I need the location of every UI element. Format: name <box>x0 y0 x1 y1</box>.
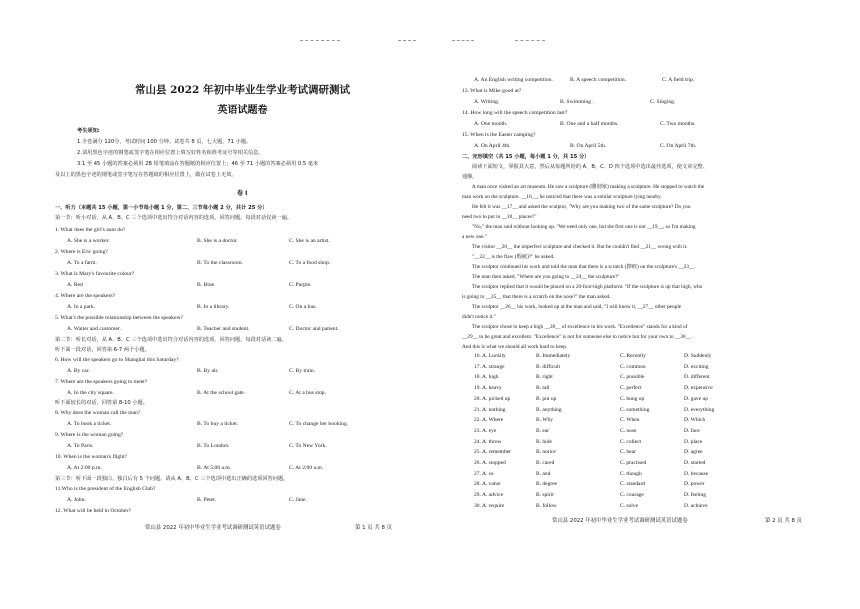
cloze-option-d: D. everything <box>684 406 715 413</box>
option-c: C. A field trip. <box>662 77 695 83</box>
exam-page-1 <box>55 0 430 609</box>
cloze-option-d: D. because <box>684 470 709 477</box>
question-9: 9. Where is the woman going? <box>55 432 124 438</box>
option-a: A. In the city square. <box>67 390 114 396</box>
option-a: A. She is a worker. <box>67 238 110 244</box>
passage-line: didn't notice it." <box>462 314 496 320</box>
passage-line: The man then asked, "Where are you going to __24__ the sculpture?" <box>472 274 620 280</box>
option-b: B. To the classroom. <box>197 260 243 266</box>
option-b: B. At the school gate. <box>197 390 246 396</box>
option-b: B. She is a doctor. <box>197 238 238 244</box>
option-c: C. On April 7th. <box>660 143 697 149</box>
option-c: C. On a bus. <box>289 304 317 310</box>
cloze-option-c: C. though <box>620 470 642 477</box>
option-b: B. One and a half months. <box>560 121 619 127</box>
exam-page-2 <box>462 0 847 609</box>
option-c: C. At a bus stop. <box>289 390 326 396</box>
passage-line: "No," the man said without looking up. "We need only one, but the first one is not __19__, so I'm making <box>472 224 696 230</box>
cloze-option-a: 23. A. eye <box>474 427 497 434</box>
section2-instructions: 通顺。 <box>462 174 478 180</box>
cloze-option-c: C. Recently <box>620 353 646 359</box>
cloze-option-b: B. Immediately <box>536 353 571 359</box>
page-footer-title: 常山县 2022 年初中毕业生学业考试调研测试英语试题卷 <box>552 518 688 524</box>
notice-line: 3.1 至 45 小题的答案必须用 2B 铅笔填涂在答题纸的相应位置上；46 至 71 小题的答案必须用 0.5 毫米 <box>77 161 319 167</box>
option-b: B. By air. <box>197 368 219 374</box>
passage-line: a new one." <box>462 234 487 240</box>
cloze-option-b: B. right <box>536 374 553 381</box>
question-4: 4. Where are the speakers? <box>55 293 115 299</box>
option-a: A. In a park. <box>67 304 96 310</box>
cloze-option-c: C. courage <box>620 492 644 499</box>
option-c: C. To change her booking. <box>289 421 349 427</box>
cloze-option-a: 30. A. require <box>474 502 505 509</box>
option-b: B. Swimming . <box>560 99 594 105</box>
question-10: 10. When is the woman's flight? <box>55 454 128 460</box>
section1-part2-sub1: 听下面一段对话，回答第 6-7 两个小题。 <box>55 347 150 353</box>
question-8: 8. Why does the woman call the man? <box>55 410 141 416</box>
cloze-option-b: B. and <box>536 470 551 477</box>
option-c: C. Purple. <box>289 282 312 288</box>
cloze-option-c: C. something <box>620 406 650 413</box>
question-3: 3. What is Mary's favourite colour? <box>55 271 135 277</box>
option-a: A. At 2:00 p.m. <box>67 465 102 471</box>
passage-line: The sculptor chose to keep a high __28__ of excellence in his work. "Excellence" stands for a kind of <box>472 324 688 330</box>
option-a: A. By car. <box>67 368 90 374</box>
section2-heading: 二、完形填空（共 15 小题，每小题 1 分，共 15 分） <box>462 154 590 160</box>
cloze-option-b: B. ear <box>536 427 550 434</box>
section1-part2-instructions: 第二节：听长对话，从 A、B、C 三个选项中选出符合对话内容的选项，回答问题。每段对话读二遍。 <box>55 337 287 343</box>
option-a: A. Waiter and customer. <box>67 326 121 332</box>
option-a: A. One month. <box>474 121 508 127</box>
cloze-option-d: D. Which <box>684 417 706 424</box>
option-a: A. To book a ticket. <box>67 421 112 427</box>
passage-line: "__22__ is the flaw (瑕疵)?" he asked. <box>472 254 555 260</box>
option-b: B. A speech competition. <box>570 77 627 83</box>
cloze-option-d: D. exciting <box>684 363 709 370</box>
cloze-option-b: B. hide <box>536 438 552 445</box>
cloze-option-d: D. agree <box>684 449 703 456</box>
cloze-option-c: C. solve <box>620 502 639 509</box>
notice-line: 1.全卷满分 120分，考试时间 100 分钟。试卷共 8 页，七大题，71 小题。 <box>77 139 252 145</box>
cloze-option-a: 27. A. so <box>474 470 494 477</box>
passage-line: The sculptor __26__ his work, looked up at the man and said, "I will know it, __27__ other people <box>472 304 682 310</box>
question-13: 13. What is Mike good at? <box>462 88 522 94</box>
option-b: B. In a library. <box>197 304 230 310</box>
exam-subtitle: 英语试题卷 <box>217 105 268 116</box>
option-c: C. Doctor and patient. <box>289 326 339 332</box>
cloze-option-d: D. place <box>684 438 703 445</box>
cloze-option-a: 20. A. picked up <box>474 395 511 402</box>
option-c: C. At 2:00 a.m. <box>289 465 324 471</box>
cloze-option-a: 22. A. Where <box>474 417 504 424</box>
option-a: A. To Paris. <box>67 443 94 449</box>
section1-part3-instructions: 第三节：听下面一段独白，独白后有 5 个问题。请从 A、B、C 三个选项中选出正确的选项回答问题。 <box>55 476 289 482</box>
option-c: C. Singing. <box>650 99 676 105</box>
cloze-option-b: B. put up <box>536 395 557 402</box>
option-b: B. At 5:00 a.m. <box>197 465 232 471</box>
page-footer-title: 常山县 2022 年初中毕业生学业考试调研测试英语试题卷 <box>145 525 281 531</box>
cloze-option-a: 26. A. stopped <box>474 460 506 466</box>
passage-line: __29__ to be great and excellent. "Excellence" is not for someone else to notice but for your own to __30__. <box>462 334 693 340</box>
option-a: A. On April 4th. <box>474 143 511 149</box>
cloze-option-b: B. degree <box>536 481 558 488</box>
cloze-option-d: D. power <box>684 481 705 488</box>
cloze-option-c: C. standard <box>620 481 646 488</box>
cloze-option-c: C. possible <box>620 374 645 381</box>
cloze-option-c: C. collect <box>620 438 642 445</box>
page-number: 第 1 页 共 8 页 <box>355 525 392 531</box>
cloze-option-b: B. cared <box>536 460 555 466</box>
option-c: C. To New York. <box>289 443 327 449</box>
exam-title: 常山县 2022 年初中毕业生学业考试调研测试 <box>134 84 351 96</box>
option-a: A. John. <box>67 497 86 503</box>
cloze-option-b: B. anything <box>536 406 562 413</box>
notice-line: 2.请用黑色字迹的钢笔或签字笔在相应位置上填写好姓名和准考证号等相关信息。 <box>77 150 264 156</box>
passage-line: And this is what we should all work hard to keep. <box>462 344 568 350</box>
cloze-option-d: D. feeling <box>684 492 706 499</box>
cloze-option-a: 17. A. strange <box>474 363 505 370</box>
cloze-option-c: C. hear <box>620 449 636 456</box>
section1-heading: 一、听力（本题共 15 小题，第一小节每小题 1 分，第二、三节每小题 2 分，共计 25 分） <box>55 205 268 211</box>
cloze-option-b: B. notice <box>536 449 556 456</box>
question-7: 7. Where are the speakers going to meet? <box>55 379 148 385</box>
cloze-option-d: D. gave up <box>684 395 708 402</box>
section1-part2-sub2: 听下面较长的对话，回答第 8-10 小题。 <box>55 400 148 406</box>
cloze-option-a: 25. A. remember <box>474 449 511 456</box>
question-5: 5. What's the possible relationship between the speakers? <box>55 315 183 321</box>
notice-heading: 考生须知: <box>77 128 100 134</box>
cloze-option-b: B. follow <box>536 502 557 509</box>
option-b: B. Peter. <box>197 497 217 503</box>
passage-line: The sculptor continued his work and told the man that there is a scratch (擦痕) on the sculpture's __23__. <box>472 264 696 270</box>
cloze-option-b: B. spirit <box>536 492 554 499</box>
passage-line: The sculptor replied that it would be placed on a 20-foot-high platform. "If the sculpture is up that high, who <box>472 284 703 290</box>
option-b: B. On April 5th. <box>570 143 607 149</box>
question-1: 1. What does the girl's aunt do? <box>55 227 126 233</box>
cloze-option-a: 28. A. value <box>474 481 501 488</box>
option-b: B. To London. <box>197 443 230 449</box>
notice-line: 及以上的黑色字迹的钢笔或签字笔写在答题纸的相应位置上，做在试卷上无效。 <box>55 172 237 178</box>
cloze-option-a: 19. A. heavy <box>474 385 502 392</box>
question-12: 12. What will be held in October? <box>55 508 131 514</box>
cloze-option-c: C. When <box>620 417 640 424</box>
cloze-option-c: C. hung up <box>620 395 645 402</box>
cloze-option-b: B. Why <box>536 417 554 424</box>
option-a: A. An English writing competition. <box>474 77 553 83</box>
part-label: 卷 I <box>237 190 248 197</box>
option-a: A. Red <box>67 282 83 288</box>
option-b: B. Teacher and student. <box>197 326 250 332</box>
question-15: 15. When is the Easter camping? <box>462 132 536 138</box>
question-2: 2. Where is Eric going? <box>55 249 108 255</box>
cloze-option-d: D. achieve <box>684 502 708 509</box>
option-b: B. To buy a ticket. <box>197 421 239 427</box>
cloze-option-b: B. difficult <box>536 363 561 370</box>
cloze-option-d: D. face <box>684 427 700 434</box>
cloze-option-a: 18. A. high <box>474 374 499 381</box>
question-11: 11.Who is the president of the English Club? <box>55 486 156 492</box>
cloze-option-c: C. practised <box>620 460 647 466</box>
cloze-option-a: 16. A. Luckily <box>474 353 506 359</box>
cloze-option-a: 29. A. advice <box>474 492 504 499</box>
passage-line: He felt it was __17__ and asked the sculptor, "Why are you making two of the same sculpture? Do you <box>472 204 691 210</box>
section2-instructions: 阅读下面短文，掌握其大意，然后从每题所给的 A、B、C、D 四个选项中选出最佳选项，使文章完整、 <box>472 164 708 170</box>
option-a: A. Writing. <box>474 99 500 105</box>
option-c: C. By train. <box>289 368 316 374</box>
cloze-option-a: 24. A. throw <box>474 438 502 445</box>
question-6: 6. How will the speakers go to Shanghai this Saturday? <box>55 357 179 363</box>
cloze-option-c: C. common <box>620 363 646 370</box>
passage-line: A man once visited an art museum. He saw a sculpture (雕刻家) making a sculpture. He stopped to watch the <box>472 184 705 190</box>
cloze-option-d: D. started <box>684 460 706 466</box>
option-c: C. Two months. <box>660 121 696 127</box>
passage-line: need two to put in __18__ places?" <box>462 214 537 220</box>
passage-line: The visitor __20__ the imperfect sculpture and checked it. But he couldn't find __21__ wrong with it. <box>472 244 688 250</box>
option-b: B. Blue. <box>197 282 216 288</box>
option-c: C. She is an artist. <box>289 238 330 244</box>
cloze-option-d: D. expensive <box>684 385 713 392</box>
page-number: 第 2 页 共 8 页 <box>765 518 802 524</box>
option-c: C. To a food shop. <box>289 260 331 266</box>
question-14: 14. How long will the speech competition last? <box>462 110 568 116</box>
passage-line: man work on the sculpture. __16__, he noticed that there was a similar sculpture lying nearby. <box>462 194 662 200</box>
cloze-option-d: D. Suddenly <box>684 353 712 359</box>
cloze-option-b: B. tall <box>536 385 550 392</box>
section1-part1-instructions: 第一节：听小对话，从 A、B、C 三个选项中选出符合对话内容的选项，回答问题。每段对话仅读一遍。 <box>55 215 293 221</box>
cloze-option-d: D. different <box>684 374 710 381</box>
cloze-option-a: 21. A. nothing <box>474 406 506 413</box>
cloze-option-c: C. nose <box>620 427 637 434</box>
option-c: C. Jane. <box>289 497 307 503</box>
passage-line: is going to __25__ that there is a scratch on the nose?" the man asked. <box>462 294 611 300</box>
cloze-option-c: C. perfect <box>620 385 642 392</box>
option-a: A. To a farm. <box>67 260 97 266</box>
